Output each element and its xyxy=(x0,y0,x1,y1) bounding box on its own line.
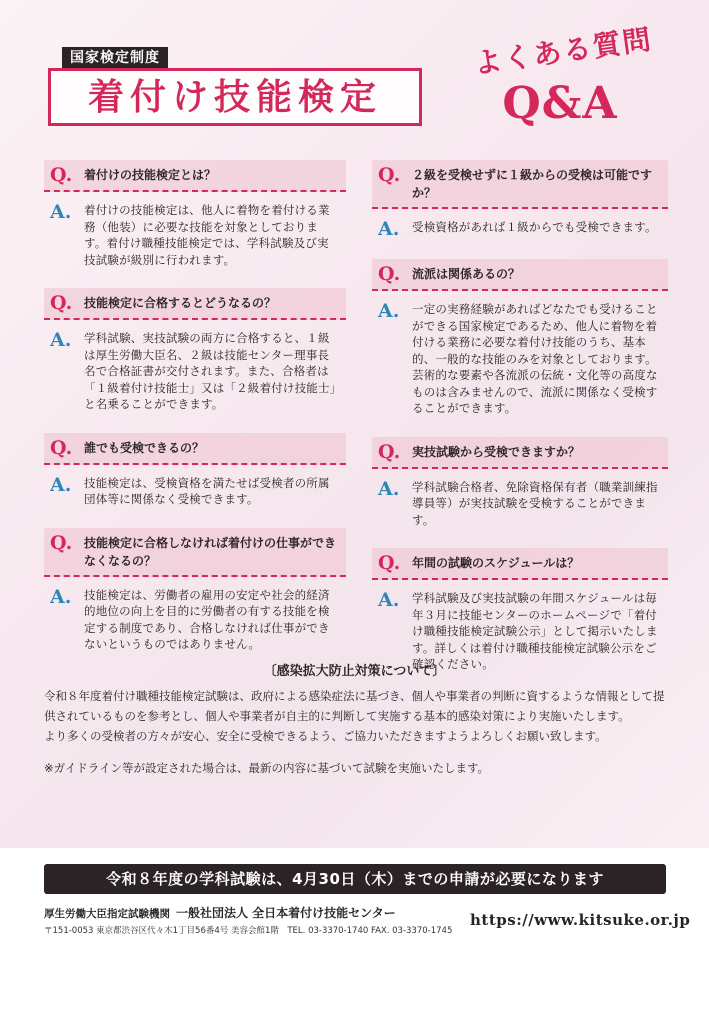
q-mark: Q. xyxy=(50,292,73,314)
a-mark: A. xyxy=(378,218,400,240)
answer xyxy=(44,465,346,508)
faq-item xyxy=(44,433,346,508)
answer-text: 技能検定は、労働者の雇用の安定や社会的経済的地位の向上を目的に労働者の有する技能を検定する制度であり、合格しなければ仕事ができないというものではありません。 xyxy=(84,587,330,651)
faq-item xyxy=(372,437,668,529)
infection-paragraph: より多くの受検者の方々が安心、安全に受検できるよう、ご協力いただきますようよろしくお願い致します。 xyxy=(44,729,607,743)
footer xyxy=(0,848,709,1024)
a-mark: A. xyxy=(378,589,400,611)
question-text: 技能検定に合格するとどうなるの？ xyxy=(84,296,277,310)
a-mark: A. xyxy=(50,329,72,351)
infection-section-body xyxy=(44,686,672,778)
faq-subtitle: よくある質問 xyxy=(471,22,655,81)
answer-text: 学科試験及び実技試験の年間スケジュールは毎年３月に技能センターのホームページで「着付け職種技能検定試験公示」として掲示いたします。詳しくは着付け職種技能検定試験公示をご確認ください。 xyxy=(412,591,658,671)
q-mark: Q. xyxy=(378,164,401,186)
q-mark: Q. xyxy=(378,263,401,285)
faq-item xyxy=(372,548,668,673)
question-text: 実技試験から受検できますか？ xyxy=(412,444,581,459)
deadline-banner: 令和８年度の学科試験は、4月30日（木）までの申請が必要になります xyxy=(44,864,666,894)
title-box xyxy=(48,68,422,126)
faq-item xyxy=(44,288,346,413)
answer-text: 技能検定は、受検資格を満たせば受検者の所属団体等に関係なく受検できます。 xyxy=(84,475,330,506)
q-mark: Q. xyxy=(50,436,73,459)
q-mark: Q. xyxy=(378,440,401,463)
infection-section-title: 〔感染拡大防止対策について〕 xyxy=(263,664,446,679)
answer xyxy=(44,320,346,413)
a-mark: A. xyxy=(50,473,72,496)
faq-item xyxy=(372,160,668,239)
answer xyxy=(44,577,346,653)
question-bar xyxy=(44,528,346,577)
website-link[interactable]: https://www.kitsuke.or.jp xyxy=(470,911,691,929)
qa-heading: Q&A xyxy=(502,78,618,129)
faq-item xyxy=(372,259,668,417)
infection-note: ※ガイドライン等が設定された場合は、最新の内容に基づいて試験を実施いたします。 xyxy=(44,761,490,775)
answer xyxy=(372,469,668,529)
question-bar xyxy=(372,437,668,469)
answer-text: 着付けの技能検定は、他人に着物を着付ける業務（他装）に必要な技能を対象としております。着付け職種技能検定では、学科試験及び実技試験が級別に行われます。 xyxy=(84,203,330,267)
question-bar xyxy=(372,548,668,580)
faq-column-left xyxy=(44,160,346,673)
question-text: 技能検定に合格しなければ着付けの仕事ができなくなるの？ xyxy=(84,535,337,568)
faq-item xyxy=(44,160,346,268)
a-mark: A. xyxy=(50,201,72,223)
question-text: 年間の試験のスケジュールは？ xyxy=(412,556,580,570)
answer xyxy=(372,291,668,417)
national-certification-tag: 国家検定制度 xyxy=(62,47,168,69)
answer-text: 学科試験、実技試験の両方に合格すると、１級は厚生労働大臣名、２級は技能センター理事長名で合格証書が交付されます。また、合格者は「１級着付け技能士」又は「２級着付け技能士」と名乗ることができます。 xyxy=(84,331,336,411)
q-mark: Q. xyxy=(50,164,73,186)
answer-text: 学科試験合格者、免除資格保有者（職業訓練指導員等）が実技試験を受検することができます。 xyxy=(412,479,658,527)
answer xyxy=(372,209,668,239)
answer xyxy=(44,192,346,268)
answer-text: 受検資格があれば１級からでも受検できます。 xyxy=(412,220,657,234)
a-mark: A. xyxy=(378,477,400,500)
infection-paragraph: 令和８年度着付け職種技能検定試験は、政府による感染症法に基づき、個人や事業者の判断に資するような情報として提供されているものを参考とし、個人や事業者が自主的に判断して実施する基本的感染対策により実施いたします。 xyxy=(44,689,665,723)
a-mark: A. xyxy=(378,300,400,322)
question-text: ２級を受検せずに１級からの受検は可能ですか？ xyxy=(412,168,653,200)
answer-text: 一定の実務経験があればどなたでも受けることができる国家検定であるため、他人に着物を着付ける業務に必要な着付け技能のうち、基本的、一般的な技能のみを対象としております。芸術的な要素や各流派の伝統・文化等の高度なものは含みませんので、流派に関係なく受検することができます。 xyxy=(412,302,658,415)
answer xyxy=(372,580,668,673)
question-text: 誰でも受検できるの？ xyxy=(84,440,205,455)
q-mark: Q. xyxy=(378,552,401,574)
address-line: 〒151-0053 東京都渋谷区代々木1丁目56番4号 美容会館1階 TEL. 03-3370-1740 FAX. 03-3370-1745 xyxy=(44,926,453,936)
question-bar xyxy=(44,433,346,465)
a-mark: A. xyxy=(50,585,72,608)
faq-column-right xyxy=(372,160,668,693)
question-text: 着付けの技能検定とは？ xyxy=(84,168,217,182)
q-mark: Q. xyxy=(50,531,73,554)
question-text: 流派は関係あるの？ xyxy=(412,267,521,281)
question-bar xyxy=(44,160,346,192)
page-title: 着付け技能検定 xyxy=(87,76,382,118)
question-bar xyxy=(372,259,668,291)
org-label: 厚生労働大臣指定試験機関 xyxy=(44,908,170,920)
question-bar xyxy=(44,288,346,320)
organization-line xyxy=(44,904,396,921)
org-name: 一般社団法人 全日本着付け技能センター xyxy=(176,906,396,920)
faq-item xyxy=(44,528,346,653)
question-bar xyxy=(372,160,668,209)
